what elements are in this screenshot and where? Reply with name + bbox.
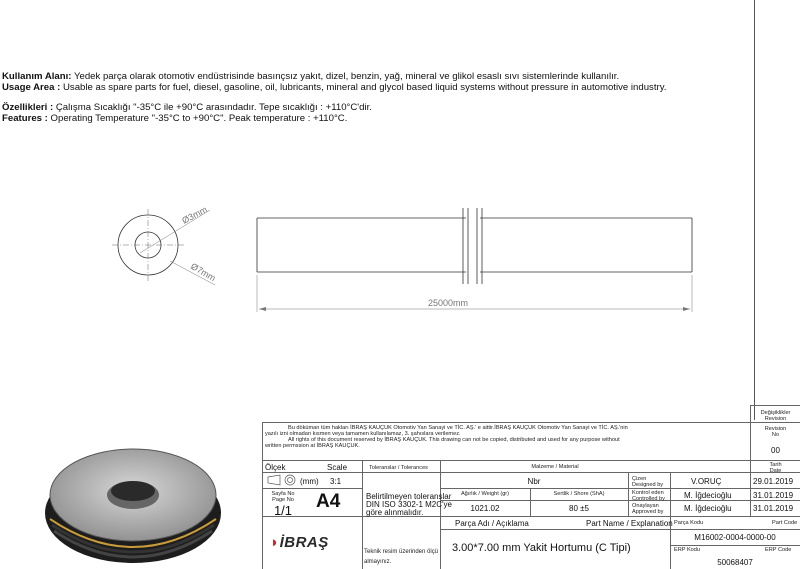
tb-col-line bbox=[628, 472, 629, 516]
designed-date: 29.01.2019 bbox=[753, 477, 794, 486]
revision-no: 00 bbox=[771, 446, 780, 455]
tb-row-line bbox=[670, 545, 800, 546]
revision-no-label-tr: Revision bbox=[764, 426, 787, 432]
part-name-label-tr: Parça Adı / Açıklama bbox=[455, 519, 529, 528]
part-code-label-en: Part Code bbox=[772, 520, 798, 526]
tolerance-note-3: göre alınmalıdır. bbox=[366, 508, 424, 517]
technical-drawing bbox=[0, 190, 760, 320]
erp-label-tr: ERP Kodu bbox=[674, 547, 701, 553]
hardness-label: Sertlik / Shore (ShA) bbox=[553, 491, 605, 497]
logo-mark-icon: ◗ bbox=[270, 534, 280, 551]
paper-size: A4 bbox=[316, 491, 341, 512]
part-code: M16002-0004-0000-00 bbox=[694, 533, 776, 542]
erp-code: 50068407 bbox=[717, 558, 753, 567]
hose-cross-section bbox=[112, 204, 217, 285]
part-name-label-en: Part Name / Explanation bbox=[586, 519, 673, 528]
copyright-line-4: written permssion at İBRAŞ KAUÇUK. bbox=[265, 443, 360, 449]
controlled-label-en: Controlled by bbox=[632, 496, 665, 502]
tolerances-label: Toleranslar / Tolerances bbox=[369, 465, 428, 471]
approved-by: M. İğdecioğlu bbox=[684, 504, 732, 513]
projection-symbol-icon bbox=[266, 474, 300, 486]
tb-row-line bbox=[262, 472, 800, 473]
company-logo: ◗İBRAŞ bbox=[270, 534, 329, 551]
designed-label-en: Designed by bbox=[632, 482, 664, 488]
tb-row-line bbox=[440, 488, 800, 489]
weight-value: 1021.02 bbox=[470, 504, 500, 513]
outer-diameter-label: Ø7mm bbox=[189, 261, 218, 284]
note-line-2: almayınız. bbox=[364, 559, 392, 565]
changes-label-en: Revision bbox=[764, 416, 787, 422]
controlled-by: M. İğdecioğlu bbox=[684, 491, 732, 500]
controlled-date: 31.01.2019 bbox=[753, 491, 794, 500]
page-no-label-tr: Sayfa No bbox=[271, 491, 295, 497]
length-dimension-label: 25000mm bbox=[427, 298, 469, 308]
scale-value: 3:1 bbox=[330, 477, 342, 486]
inner-diameter-label: Ø3mm bbox=[180, 204, 209, 226]
page-value: 1/1 bbox=[273, 503, 293, 518]
page-no-label-en: Page No bbox=[272, 497, 294, 503]
tb-col-line bbox=[362, 460, 363, 569]
tolerance-note-2: DIN ISO 3302-1 M2C'ye bbox=[366, 500, 453, 509]
tb-row-line bbox=[262, 516, 800, 517]
part-name: 3.00*7.00 mm Yakit Hortumu (C Tipi) bbox=[452, 542, 631, 554]
erp-label-en: ERP Code bbox=[765, 547, 792, 553]
changes-label-tr: Değişiklikler bbox=[760, 410, 791, 416]
material-value: Nbr bbox=[527, 477, 541, 486]
unit-label: (mm) bbox=[300, 477, 319, 486]
approved-label-tr: Onaylayan bbox=[632, 503, 659, 509]
controlled-label-tr: Kontrol eden bbox=[632, 490, 664, 496]
features-en-line: Features : Operating Temperature "-35°C to +90°C". Peak temperature : +110°C. bbox=[2, 113, 348, 124]
tb-border-top bbox=[262, 422, 800, 423]
date-label-tr: Tarih bbox=[769, 462, 782, 468]
tb-row-line bbox=[262, 460, 800, 461]
designed-label-tr: Çizen bbox=[632, 476, 647, 482]
revision-no-label-en: No bbox=[771, 432, 780, 438]
tb-row-line bbox=[262, 488, 362, 489]
copyright-line-3: All rights of this document reserved by İBRAŞ KAUÇUK. This drawing can not be copied, distributed and used for any purpose without bbox=[288, 437, 620, 443]
olcek-label: Ölçek bbox=[265, 463, 286, 472]
product-photo bbox=[30, 425, 245, 567]
approved-label-en: Approved by bbox=[632, 509, 664, 515]
usage-tr-line: Kullanım Alanı: Yedek parça olarak otomotiv endüstrisinde basınçsız yakıt, dizel, benzin, yağ, mineral ve glikol esaslı sıvı sistemlerinde kullanılır. bbox=[2, 71, 620, 82]
features-tr-line: Özellikleri : Çalışma Sıcaklığı "-35°C ile +90°C arasındadır. Tepe sıcaklığı : +110°C'dir. bbox=[2, 102, 372, 113]
copyright-line-2: yazılı izni olmadan kısmen veya tamamen kullanılamaz, 3. şahıslara verilemez. bbox=[265, 431, 461, 437]
hose-side-view bbox=[257, 208, 692, 312]
scale-label: Scale bbox=[327, 463, 348, 472]
tb-row-line bbox=[440, 500, 800, 501]
usage-en-line: Usage Area : Usable as spare parts for fuel, diesel, gasoline, oil, lubricants, mineral and glycol based liquid systems without pressure in automotive industry. bbox=[2, 82, 667, 93]
material-label: Malzeme / Material bbox=[531, 464, 579, 470]
approved-date: 31.01.2019 bbox=[753, 504, 794, 513]
tolerance-note-1: Belirtilmeyen toleranslar bbox=[366, 492, 452, 501]
tb-rev-line bbox=[750, 405, 800, 406]
part-code-label-tr: Parça Kodu bbox=[674, 520, 704, 526]
tb-row-line bbox=[440, 529, 800, 530]
date-label-en: Date bbox=[769, 468, 782, 474]
copyright-line-1: Bu döküman tüm hakları İBRAŞ KAUÇUK Otomotiv Yan Sanayi ve TİC. AŞ.' e aittir.İBRAŞ KAUÇUK Otomotiv Yan Sanayi ve TİC. AŞ.'nin bbox=[288, 425, 628, 431]
note-line-1: Teknik resim üzerinden ölçü bbox=[364, 549, 439, 555]
hardness-value: 80 ±5 bbox=[569, 504, 589, 513]
weight-label: Ağırlık / Weight (gr) bbox=[460, 491, 510, 497]
designed-by: V.ORUÇ bbox=[691, 477, 722, 486]
